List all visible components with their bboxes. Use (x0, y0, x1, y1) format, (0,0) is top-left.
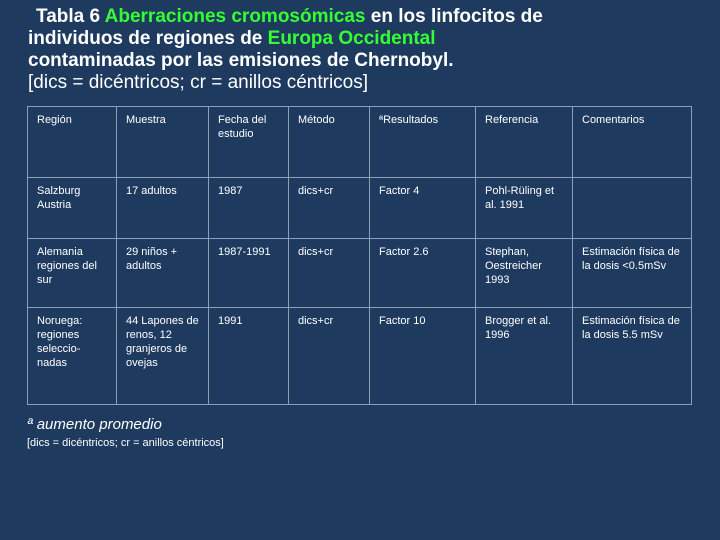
cell-region: Alemania regiones del sur (28, 239, 117, 308)
title-line-3: contaminadas por las emisiones de Chernobyl. (28, 50, 454, 71)
cell-resultados: Factor 4 (370, 178, 476, 239)
header-region: Región (28, 107, 117, 178)
title-highlight-europa: Europa Occidental (267, 28, 436, 49)
header-fecha: Fecha del estudio (209, 107, 289, 178)
cell-region: Noruega: regiones seleccio-nadas (28, 308, 117, 405)
data-table (27, 106, 692, 405)
table-row (28, 178, 692, 239)
header-metodo: Método (289, 107, 370, 178)
cell-comentarios: Estimación física de la dosis <0.5mSv (573, 239, 692, 308)
cell-fecha: 1987 (209, 178, 289, 239)
title-text-2: individuos de regiones de (28, 28, 268, 49)
slide-title (28, 6, 708, 94)
cell-resultados: Factor 10 (370, 308, 476, 405)
table-row (28, 239, 692, 308)
cell-resultados: Factor 2.6 (370, 239, 476, 308)
header-muestra: Muestra (117, 107, 209, 178)
cell-region: Salzburg Austria (28, 178, 117, 239)
table-row (28, 308, 692, 405)
cell-metodo: dics+cr (289, 178, 370, 239)
title-highlight-aberraciones: Aberraciones cromosómicas (104, 6, 366, 27)
cell-muestra: 17 adultos (117, 178, 209, 239)
table-header-row (28, 107, 692, 178)
table-label: Tabla 6 (36, 6, 101, 27)
title-text-1: en los linfocitos de (365, 6, 543, 27)
title-line-1 (28, 6, 708, 28)
cell-metodo: dics+cr (289, 308, 370, 405)
title-line-2 (28, 28, 708, 50)
footnote-aumento: ª aumento promedio (27, 416, 162, 433)
header-referencia: Referencia (476, 107, 573, 178)
cell-referencia: Stephan, Oestreicher 1993 (476, 239, 573, 308)
cell-muestra: 44 Lapones de renos, 12 granjeros de ovejas (117, 308, 209, 405)
footnote-dics: [dics = dicéntricos; cr = anillos céntricos] (27, 437, 224, 449)
cell-fecha: 1991 (209, 308, 289, 405)
header-resultados: ªResultados (370, 107, 476, 178)
cell-referencia: Pohl-Rüling et al. 1991 (476, 178, 573, 239)
cell-comentarios (573, 178, 692, 239)
cell-comentarios: Estimación física de la dosis 5.5 mSv (573, 308, 692, 405)
cell-muestra: 29 niños + adultos (117, 239, 209, 308)
cell-fecha: 1987-1991 (209, 239, 289, 308)
cell-metodo: dics+cr (289, 239, 370, 308)
cell-referencia: Brogger et al. 1996 (476, 308, 573, 405)
header-comentarios: Comentarios (573, 107, 692, 178)
title-line-4: [dics = dicéntricos; cr = anillos céntricos] (28, 72, 369, 93)
